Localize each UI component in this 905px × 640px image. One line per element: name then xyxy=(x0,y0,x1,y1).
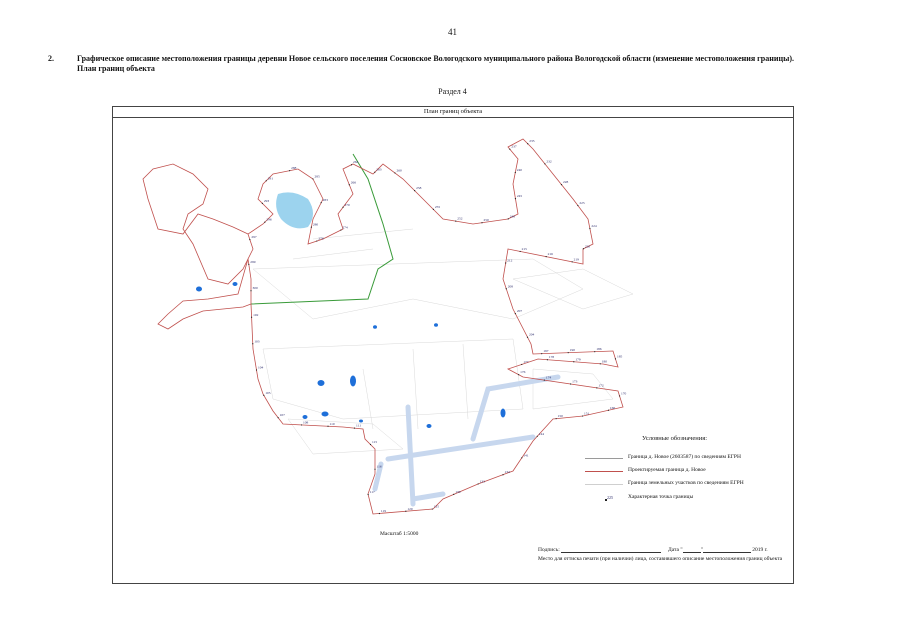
boundary-point-dot xyxy=(619,395,620,396)
boundary-point-dot xyxy=(432,508,433,509)
boundary-point-dot xyxy=(433,209,434,210)
boundary-point-dot xyxy=(453,494,454,495)
boundary-point-dot xyxy=(502,474,503,475)
boundary-point-dot xyxy=(541,353,542,354)
boundary-point-dot xyxy=(568,352,569,353)
boundary-point-label: 178 xyxy=(548,355,555,360)
section-number: 2. xyxy=(48,54,54,63)
boundary-point-label: 280 xyxy=(312,222,319,227)
legend-point-sample: 225 xyxy=(607,495,613,500)
boundary-point-dot xyxy=(521,364,522,365)
boundary-point-dot xyxy=(505,262,506,263)
boundary-point-label: 207 xyxy=(516,309,523,314)
boundary-point-label: 255 xyxy=(434,204,441,209)
boundary-point-dot xyxy=(321,202,322,203)
boundary-point-label: 116 xyxy=(376,464,382,469)
page-number: 41 xyxy=(448,27,457,37)
date-label: Дата " xyxy=(667,547,683,553)
boundary-point-dot xyxy=(583,248,584,249)
boundary-point-dot xyxy=(478,483,479,484)
boundary-point-label: 103 xyxy=(254,339,260,344)
boundary-point-dot xyxy=(374,469,375,470)
date-day-field[interactable] xyxy=(683,546,701,553)
boundary-point-dot xyxy=(312,178,313,179)
boundary-point-label: 208 xyxy=(507,284,514,289)
boundary-point-dot xyxy=(340,229,341,230)
signature-field[interactable] xyxy=(561,546,661,553)
boundary-point-dot xyxy=(316,240,317,241)
boundary-point-label: 237 xyxy=(511,144,517,149)
project-boundary-loop-left xyxy=(143,164,248,284)
legend-swatch-red xyxy=(585,471,623,472)
boundary-point-label: 225 xyxy=(579,200,585,205)
date-month-field[interactable] xyxy=(700,546,751,553)
boundary-point-label: 115 xyxy=(371,439,378,444)
boundary-point-dot xyxy=(572,261,573,262)
date-year: 2019 г. xyxy=(752,547,768,553)
legend-label: Проектируемая граница д. Новое xyxy=(628,467,706,473)
boundary-point-label: 252 xyxy=(457,216,463,221)
legend-label: Граница земельных участков по сведениям ЕГРН xyxy=(628,480,744,486)
boundary-point-label: 120 xyxy=(407,506,413,511)
boundary-point-dot xyxy=(515,313,516,314)
boundary-point-label: 180 xyxy=(601,359,608,364)
legend-swatch-grey xyxy=(585,484,623,485)
boundary-point-dot xyxy=(537,436,538,437)
boundary-point-dot xyxy=(414,190,415,191)
boundary-point-label: 285 xyxy=(314,174,320,179)
boundary-point-label: 176 xyxy=(520,370,526,375)
boundary-point-label: 125 xyxy=(433,504,440,509)
boundary-point-label: 235 xyxy=(529,139,535,144)
boundary-point-dot xyxy=(311,227,312,228)
boundary-point-dot xyxy=(481,222,482,223)
boundary-point-label: 270 xyxy=(344,202,350,207)
point-dot-icon xyxy=(605,499,607,501)
boundary-point-dot xyxy=(570,383,571,384)
boundary-point-label: 296 xyxy=(266,217,272,222)
boundary-point-dot xyxy=(596,387,597,388)
boundary-point-dot xyxy=(577,205,578,206)
project-boundary-spur-left xyxy=(158,259,251,329)
boundary-point-dot xyxy=(546,256,547,257)
boundary-point-dot xyxy=(561,184,562,185)
boundary-point-label: 117 xyxy=(369,489,375,494)
signature-label: Подпись: xyxy=(538,547,560,553)
boundary-point-label: 173 xyxy=(572,379,578,384)
boundary-point-label: 219 xyxy=(573,257,579,262)
boundary-point-dot xyxy=(289,170,290,171)
boundary-point-label: 130 xyxy=(455,489,461,494)
boundary-point-label: 297 xyxy=(251,235,257,240)
boundary-point-dot xyxy=(527,337,528,338)
boundary-point-label: 250 xyxy=(483,218,489,223)
boundary-point-dot xyxy=(301,424,302,425)
boundary-point-label: 185 xyxy=(616,354,623,359)
boundary-point-label: 258 xyxy=(416,186,422,191)
boundary-point-dot xyxy=(278,417,279,418)
boundary-point-dot xyxy=(509,149,510,150)
boundary-point-dot xyxy=(249,239,250,240)
boundary-point-dot xyxy=(251,317,252,318)
boundary-point-dot xyxy=(374,172,375,173)
boundary-point-dot xyxy=(515,198,516,199)
boundary-point-label: 110 xyxy=(329,421,335,426)
boundary-point-dot xyxy=(600,363,601,364)
date-quote: " xyxy=(700,547,703,553)
legend-label: Характерная точка границы xyxy=(628,494,694,500)
legend-title: Условные обозначения: xyxy=(642,435,708,442)
boundary-point-label: 160 xyxy=(609,405,616,410)
boundary-point-label: 288 xyxy=(291,166,297,171)
boundary-point-dot xyxy=(351,164,352,165)
boundary-point-label: 141 xyxy=(523,453,529,458)
boundary-point-label: 224 xyxy=(591,223,597,228)
boundary-point-dot xyxy=(455,221,456,222)
boundary-point-label: 105 xyxy=(265,390,271,395)
boundary-point-dot xyxy=(370,444,371,445)
boundary-point-label: 228 xyxy=(562,180,569,185)
boundary-point-dot xyxy=(520,251,521,252)
boundary-point-label: 215 xyxy=(521,246,527,251)
boundary-point-label: 151 xyxy=(584,411,590,416)
boundary-point-dot xyxy=(368,494,369,495)
subsection-label: Раздел 4 xyxy=(438,87,467,96)
boundary-point-dot xyxy=(556,418,557,419)
boundary-point-label: 170 xyxy=(621,391,627,396)
boundary-point-label: 104 xyxy=(258,365,264,370)
boundary-point-dot xyxy=(544,163,545,164)
boundary-point-dot xyxy=(608,410,609,411)
boundary-point-dot xyxy=(521,457,522,458)
boundary-point-dot xyxy=(589,228,590,229)
map-frame-header: План границ объекта xyxy=(112,106,794,118)
boundary-point-dot xyxy=(547,359,548,360)
signature-line xyxy=(538,546,768,553)
boundary-point-label: 220 xyxy=(584,244,591,249)
boundary-point-dot xyxy=(256,369,257,370)
boundary-point-label: 179 xyxy=(575,357,581,362)
boundary-point-label: 150 xyxy=(557,414,563,419)
boundary-point-label: 291 xyxy=(267,176,273,181)
boundary-point-dot xyxy=(405,511,406,512)
boundary-point-dot xyxy=(250,290,251,291)
boundary-point-dot xyxy=(582,415,583,416)
boundary-point-label: 177 xyxy=(523,359,529,364)
stamp-note: Место для оттиска печати (при наличии) лица, составившего описание местоположения границ объекта xyxy=(538,556,783,562)
boundary-point-dot xyxy=(518,374,519,375)
boundary-point-label: 248 xyxy=(509,214,515,219)
boundary-point-dot xyxy=(263,395,264,396)
boundary-point-label: 133 xyxy=(479,479,485,484)
boundary-point-label: 212 xyxy=(507,258,513,263)
boundary-point-label: 102 xyxy=(253,312,259,317)
boundary-point-dot xyxy=(342,207,343,208)
boundary-point-dot xyxy=(327,426,328,427)
boundary-point-dot xyxy=(573,361,574,362)
boundary-point-dot xyxy=(506,288,507,289)
boundary-point-dot xyxy=(615,358,616,359)
boundary-point-label: 293 xyxy=(263,198,270,203)
boundary-point-label: 172 xyxy=(598,383,604,388)
boundary-map[interactable] xyxy=(113,119,793,583)
legend-swatch-thin xyxy=(585,458,623,459)
boundary-point-label: 274 xyxy=(342,225,348,230)
boundary-point-label: 276 xyxy=(318,236,324,241)
boundary-point-dot xyxy=(354,428,355,429)
boundary-point-dot xyxy=(515,172,516,173)
boundary-point-label: 107 xyxy=(279,413,285,418)
boundary-point-label: 260 xyxy=(396,168,402,173)
boundary-point-label: 111 xyxy=(355,423,361,428)
boundary-point-label: 216 xyxy=(547,252,553,257)
boundary-point-label: 299 xyxy=(250,259,256,264)
boundary-point-dot xyxy=(379,513,380,514)
boundary-point-dot xyxy=(266,180,267,181)
boundary-point-label: 134 xyxy=(504,470,510,475)
boundary-point-label: 263 xyxy=(376,167,382,172)
boundary-point-label: 186 xyxy=(596,347,602,352)
boundary-point-dot xyxy=(252,343,253,344)
boundary-point-label: 174 xyxy=(545,375,552,380)
boundary-point-label: 240 xyxy=(516,167,523,172)
boundary-point-label: 264 xyxy=(353,160,359,165)
section-title: Графическое описание местоположения границы деревни Новое сельского поселения Сосновское Вологодского муниципального района Вологодской области (изменение местоположения границы). План границ объекта xyxy=(77,54,794,73)
map-scale: Масштаб 1:5000 xyxy=(380,531,419,537)
boundary-point-dot xyxy=(508,218,509,219)
boundary-point-dot xyxy=(394,172,395,173)
water-bodies xyxy=(196,282,506,428)
boundary-point-dot xyxy=(349,184,350,185)
boundary-point-label: 119 xyxy=(380,508,387,513)
boundary-point-label: 245 xyxy=(516,194,523,199)
boundary-point-label: 283 xyxy=(322,198,328,203)
boundary-point-label: 232 xyxy=(546,159,552,164)
boundary-point-dot xyxy=(248,264,249,265)
boundary-point-dot xyxy=(544,380,545,381)
boundary-point-label: 144 xyxy=(538,431,545,436)
lake xyxy=(276,192,313,228)
boundary-point-label: 300 xyxy=(252,286,258,291)
boundary-point-label: 108 xyxy=(303,420,309,425)
boundary-point-dot xyxy=(594,351,595,352)
boundary-point-dot xyxy=(262,203,263,204)
boundary-point-label: 266 xyxy=(350,180,357,185)
boundary-point-label: 190 xyxy=(569,348,575,353)
boundary-point-label: 204 xyxy=(529,332,535,337)
boundary-point-dot xyxy=(264,222,265,223)
boundary-point-label: 197 xyxy=(543,349,549,354)
boundary-point-dot xyxy=(527,143,528,144)
legend-label: Граница д. Новое (2603587) по сведениям ЕГРН xyxy=(628,454,741,460)
